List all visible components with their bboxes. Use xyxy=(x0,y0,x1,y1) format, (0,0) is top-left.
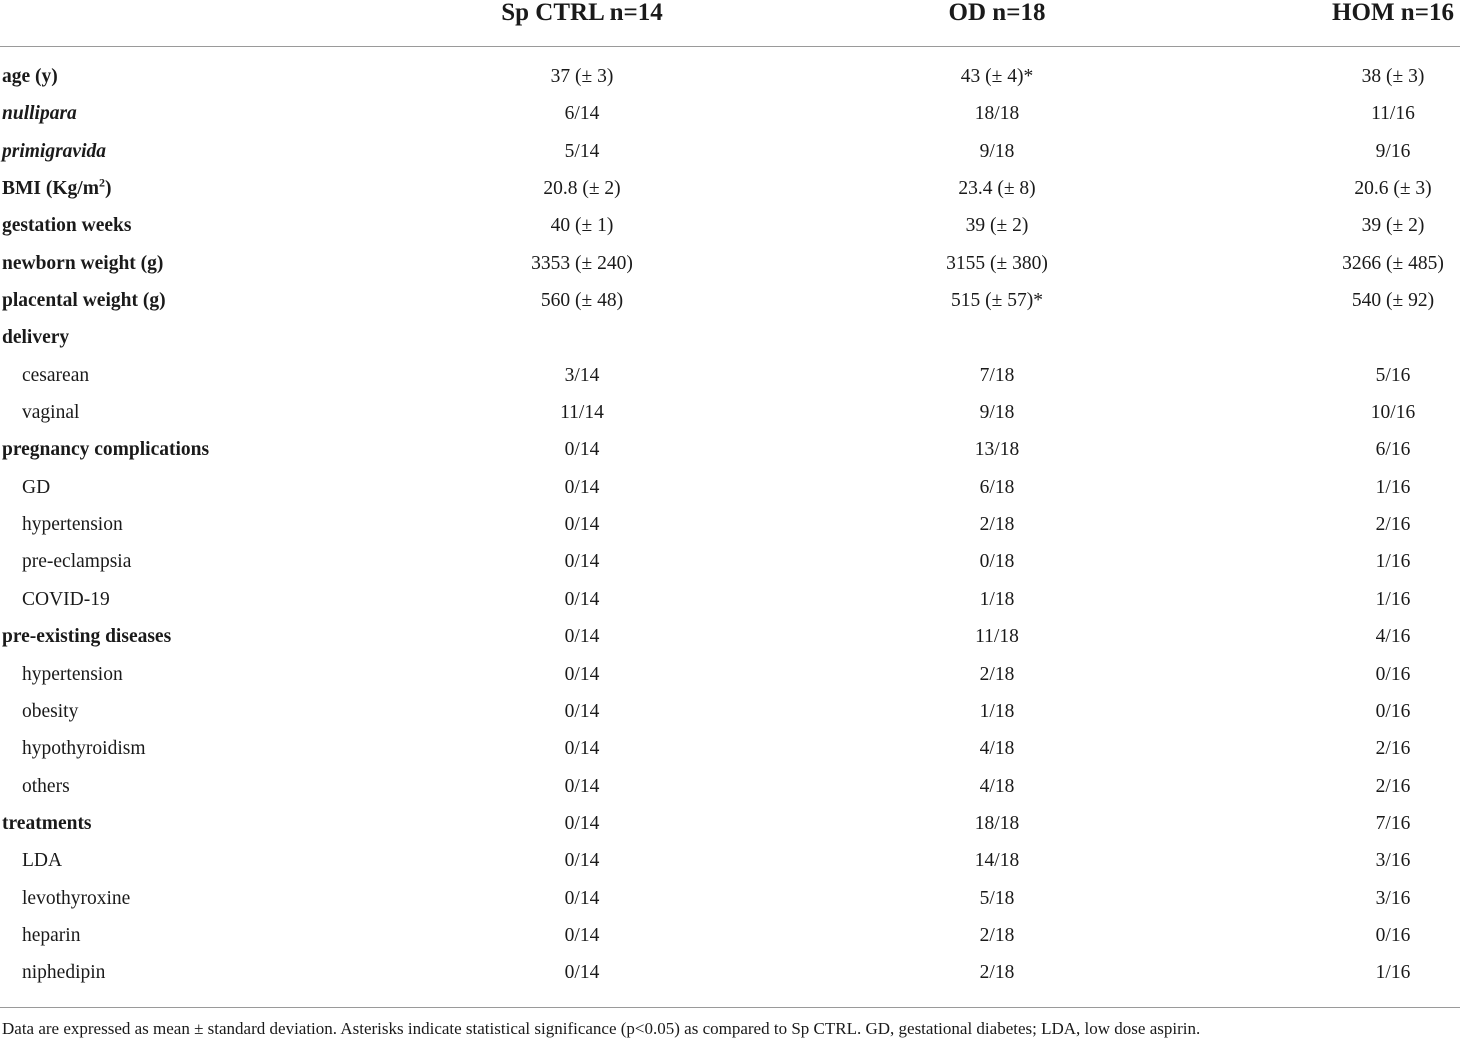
table-cell: 9/18 xyxy=(979,402,1015,424)
table-row xyxy=(0,581,1460,618)
row-label xyxy=(2,245,163,282)
table-cell: 0/14 xyxy=(564,626,600,648)
table-cell: 0/14 xyxy=(564,588,600,610)
table-row xyxy=(0,431,1460,468)
row-label xyxy=(22,506,123,543)
row-label-suffix: ) xyxy=(104,178,112,200)
table-cell: 2/18 xyxy=(979,514,1015,536)
table-cell: 0/18 xyxy=(979,551,1015,573)
row-label xyxy=(2,133,106,170)
table-cell: 560 (± 48) xyxy=(540,290,624,312)
row-label-text: BMI (Kg/m xyxy=(2,178,99,200)
table-row xyxy=(0,506,1460,543)
table-cell: 3155 (± 380) xyxy=(946,252,1048,274)
table-row xyxy=(0,394,1460,431)
row-label-text: others xyxy=(22,775,70,797)
row-label xyxy=(22,656,123,693)
row-label xyxy=(2,170,111,207)
table-cell: 43 (± 4)* xyxy=(960,66,1034,87)
table-cell: 0/16 xyxy=(1375,663,1411,685)
table-cell: 11/18 xyxy=(975,626,1019,648)
table-cell: 6/16 xyxy=(1375,439,1411,461)
table-cell: 6/14 xyxy=(564,103,600,125)
table-cell: 13/18 xyxy=(974,439,1020,461)
row-label-text: gestation weeks xyxy=(2,215,132,237)
table-row xyxy=(0,842,1460,879)
table-cell: 4/16 xyxy=(1375,626,1411,648)
table-row xyxy=(0,170,1460,207)
table-cell: 0/14 xyxy=(564,850,600,872)
footnote: Data are expressed as mean ± standard deviation. Asterisks indicate statistical significance (p<0.05) as compared to Sp CTRL. GD, gestational diabetes; LDA, low dose aspirin. xyxy=(2,1019,1201,1038)
table-cell: 1/16 xyxy=(1375,962,1411,984)
table-cell: 0/16 xyxy=(1375,924,1411,946)
table-row xyxy=(0,469,1460,506)
row-label xyxy=(2,805,92,842)
table-cell: 2/18 xyxy=(979,924,1015,946)
table-cell: 2/16 xyxy=(1375,738,1411,760)
table-cell: 3353 (± 240) xyxy=(531,252,633,274)
table-cell: 540 (± 92) xyxy=(1351,290,1435,312)
table-cell: 0/14 xyxy=(564,551,600,573)
row-label-text: pre-eclampsia xyxy=(22,551,132,573)
table-footer xyxy=(0,1007,1460,1038)
row-label-text: nullipara xyxy=(2,103,77,125)
table-cell: 18/18 xyxy=(974,103,1020,125)
row-label-text: niphedipin xyxy=(22,962,106,984)
table-cell: 14/18 xyxy=(974,850,1020,872)
row-label xyxy=(2,319,69,356)
column-header-od: OD n=18 xyxy=(948,0,1046,26)
row-label-text: pre-existing diseases xyxy=(2,626,172,648)
table-row xyxy=(0,880,1460,917)
table-cell: 515 (± 57)* xyxy=(951,290,1043,312)
table-cell: 0/14 xyxy=(564,700,600,722)
row-label-superscript: 2 xyxy=(98,175,105,190)
table-cell: 6/18 xyxy=(979,476,1015,498)
table-cell: 2/18 xyxy=(979,663,1015,685)
table-cell: 11/16 xyxy=(1371,103,1415,125)
table-row xyxy=(0,95,1460,132)
table-cell: 0/14 xyxy=(564,476,600,498)
row-label-text: hypertension xyxy=(22,514,123,536)
table-row xyxy=(0,133,1460,170)
row-label xyxy=(22,768,70,805)
table-cell: 40 (± 1) xyxy=(550,215,614,237)
table-cell: 4/18 xyxy=(979,775,1015,797)
table-cell: 0/14 xyxy=(564,924,600,946)
table-cell: 3/16 xyxy=(1375,850,1411,872)
table-cell: 20.6 (± 3) xyxy=(1354,178,1432,200)
row-label-text: obesity xyxy=(22,700,79,722)
table-cell: 9/18 xyxy=(979,140,1015,162)
row-label-text: age (y) xyxy=(2,66,58,87)
row-label xyxy=(22,880,130,917)
table-cell: 39 (± 2) xyxy=(1361,215,1425,237)
table-row xyxy=(0,954,1460,991)
row-label-text: delivery xyxy=(2,327,70,349)
row-label-text: placental weight (g) xyxy=(2,290,166,312)
row-label xyxy=(22,581,110,618)
row-label-text: levothyroxine xyxy=(22,887,131,909)
table-cell: 0/14 xyxy=(564,514,600,536)
row-label xyxy=(22,917,80,954)
row-label xyxy=(2,618,171,655)
table-cell: 39 (± 2) xyxy=(965,215,1029,237)
table-row xyxy=(0,917,1460,954)
row-label-text: treatments xyxy=(2,812,92,834)
row-label xyxy=(22,842,62,879)
row-label-text: hypothyroidism xyxy=(22,738,146,760)
table-cell: 5/16 xyxy=(1375,364,1411,386)
table-row xyxy=(0,656,1460,693)
table-cell: 4/18 xyxy=(979,738,1015,760)
row-label-text: LDA xyxy=(22,850,63,872)
table-row xyxy=(0,319,1460,356)
row-label xyxy=(22,730,146,767)
table-cell: 7/16 xyxy=(1375,812,1411,834)
table-cell: 0/14 xyxy=(564,738,600,760)
table-row xyxy=(0,805,1460,842)
table-row xyxy=(0,730,1460,767)
table-cell: 18/18 xyxy=(974,812,1020,834)
row-label-text: COVID-19 xyxy=(22,588,110,610)
row-label xyxy=(2,282,166,319)
table-cell: 37 (± 3) xyxy=(550,66,614,87)
table-cell: 1/18 xyxy=(979,700,1015,722)
table-cell: 1/16 xyxy=(1375,551,1411,573)
table-row xyxy=(0,618,1460,655)
row-label xyxy=(2,95,77,132)
table-cell: 0/14 xyxy=(564,663,600,685)
table-cell: 5/18 xyxy=(979,887,1015,909)
row-label xyxy=(22,543,131,580)
table-cell: 10/16 xyxy=(1370,402,1416,424)
table-cell: 2/16 xyxy=(1375,775,1411,797)
table-cell: 3/16 xyxy=(1375,887,1411,909)
table-cell: 1/18 xyxy=(979,588,1015,610)
row-label-text: newborn weight (g) xyxy=(2,252,164,274)
table-row xyxy=(0,543,1460,580)
table-cell: 11/14 xyxy=(560,402,604,424)
table-row xyxy=(0,768,1460,805)
table-cell: 1/16 xyxy=(1375,588,1411,610)
table-cell: 20.8 (± 2) xyxy=(543,178,621,200)
table-row xyxy=(0,357,1460,394)
table-cell: 9/16 xyxy=(1375,140,1411,162)
table-body xyxy=(0,58,1460,992)
table-row xyxy=(0,58,1460,95)
row-label xyxy=(2,58,58,95)
table-row xyxy=(0,693,1460,730)
table-header xyxy=(0,0,1460,47)
row-label xyxy=(22,394,79,431)
table-cell: 3266 (± 485) xyxy=(1342,252,1444,274)
row-label xyxy=(22,469,50,506)
table-cell: 0/14 xyxy=(564,812,600,834)
table-cell: 1/16 xyxy=(1375,476,1411,498)
row-label-text: heparin xyxy=(22,924,81,946)
row-label xyxy=(22,693,78,730)
row-label-text: hypertension xyxy=(22,663,123,685)
row-label-text: primigravida xyxy=(2,140,107,162)
table-cell: 0/14 xyxy=(564,887,600,909)
table-cell: 38 (± 3) xyxy=(1361,66,1425,87)
table-cell: 7/18 xyxy=(979,364,1015,386)
table-cell: 3/14 xyxy=(564,364,600,386)
table-cell: 2/16 xyxy=(1375,514,1411,536)
table-cell: 5/14 xyxy=(564,140,600,162)
table-cell: 23.4 (± 8) xyxy=(958,178,1036,200)
table-cell: 0/14 xyxy=(564,962,600,984)
row-label xyxy=(22,954,105,991)
table-row xyxy=(0,282,1460,319)
row-label-text: vaginal xyxy=(22,402,80,424)
table-row xyxy=(0,245,1460,282)
column-header-hom: HOM n=16 xyxy=(1332,0,1454,26)
row-label xyxy=(2,431,209,468)
table-cell: 2/18 xyxy=(979,962,1015,984)
row-label xyxy=(22,357,89,394)
column-header-sp-ctrl: Sp CTRL n=14 xyxy=(501,0,663,26)
table-cell: 0/16 xyxy=(1375,700,1411,722)
row-label xyxy=(2,207,131,244)
row-label-text: pregnancy complications xyxy=(2,439,210,461)
row-label-text: GD xyxy=(22,476,51,498)
table-row xyxy=(0,207,1460,244)
row-label-text: cesarean xyxy=(22,364,90,386)
table-cell: 0/14 xyxy=(564,775,600,797)
table-cell: 0/14 xyxy=(564,439,600,461)
